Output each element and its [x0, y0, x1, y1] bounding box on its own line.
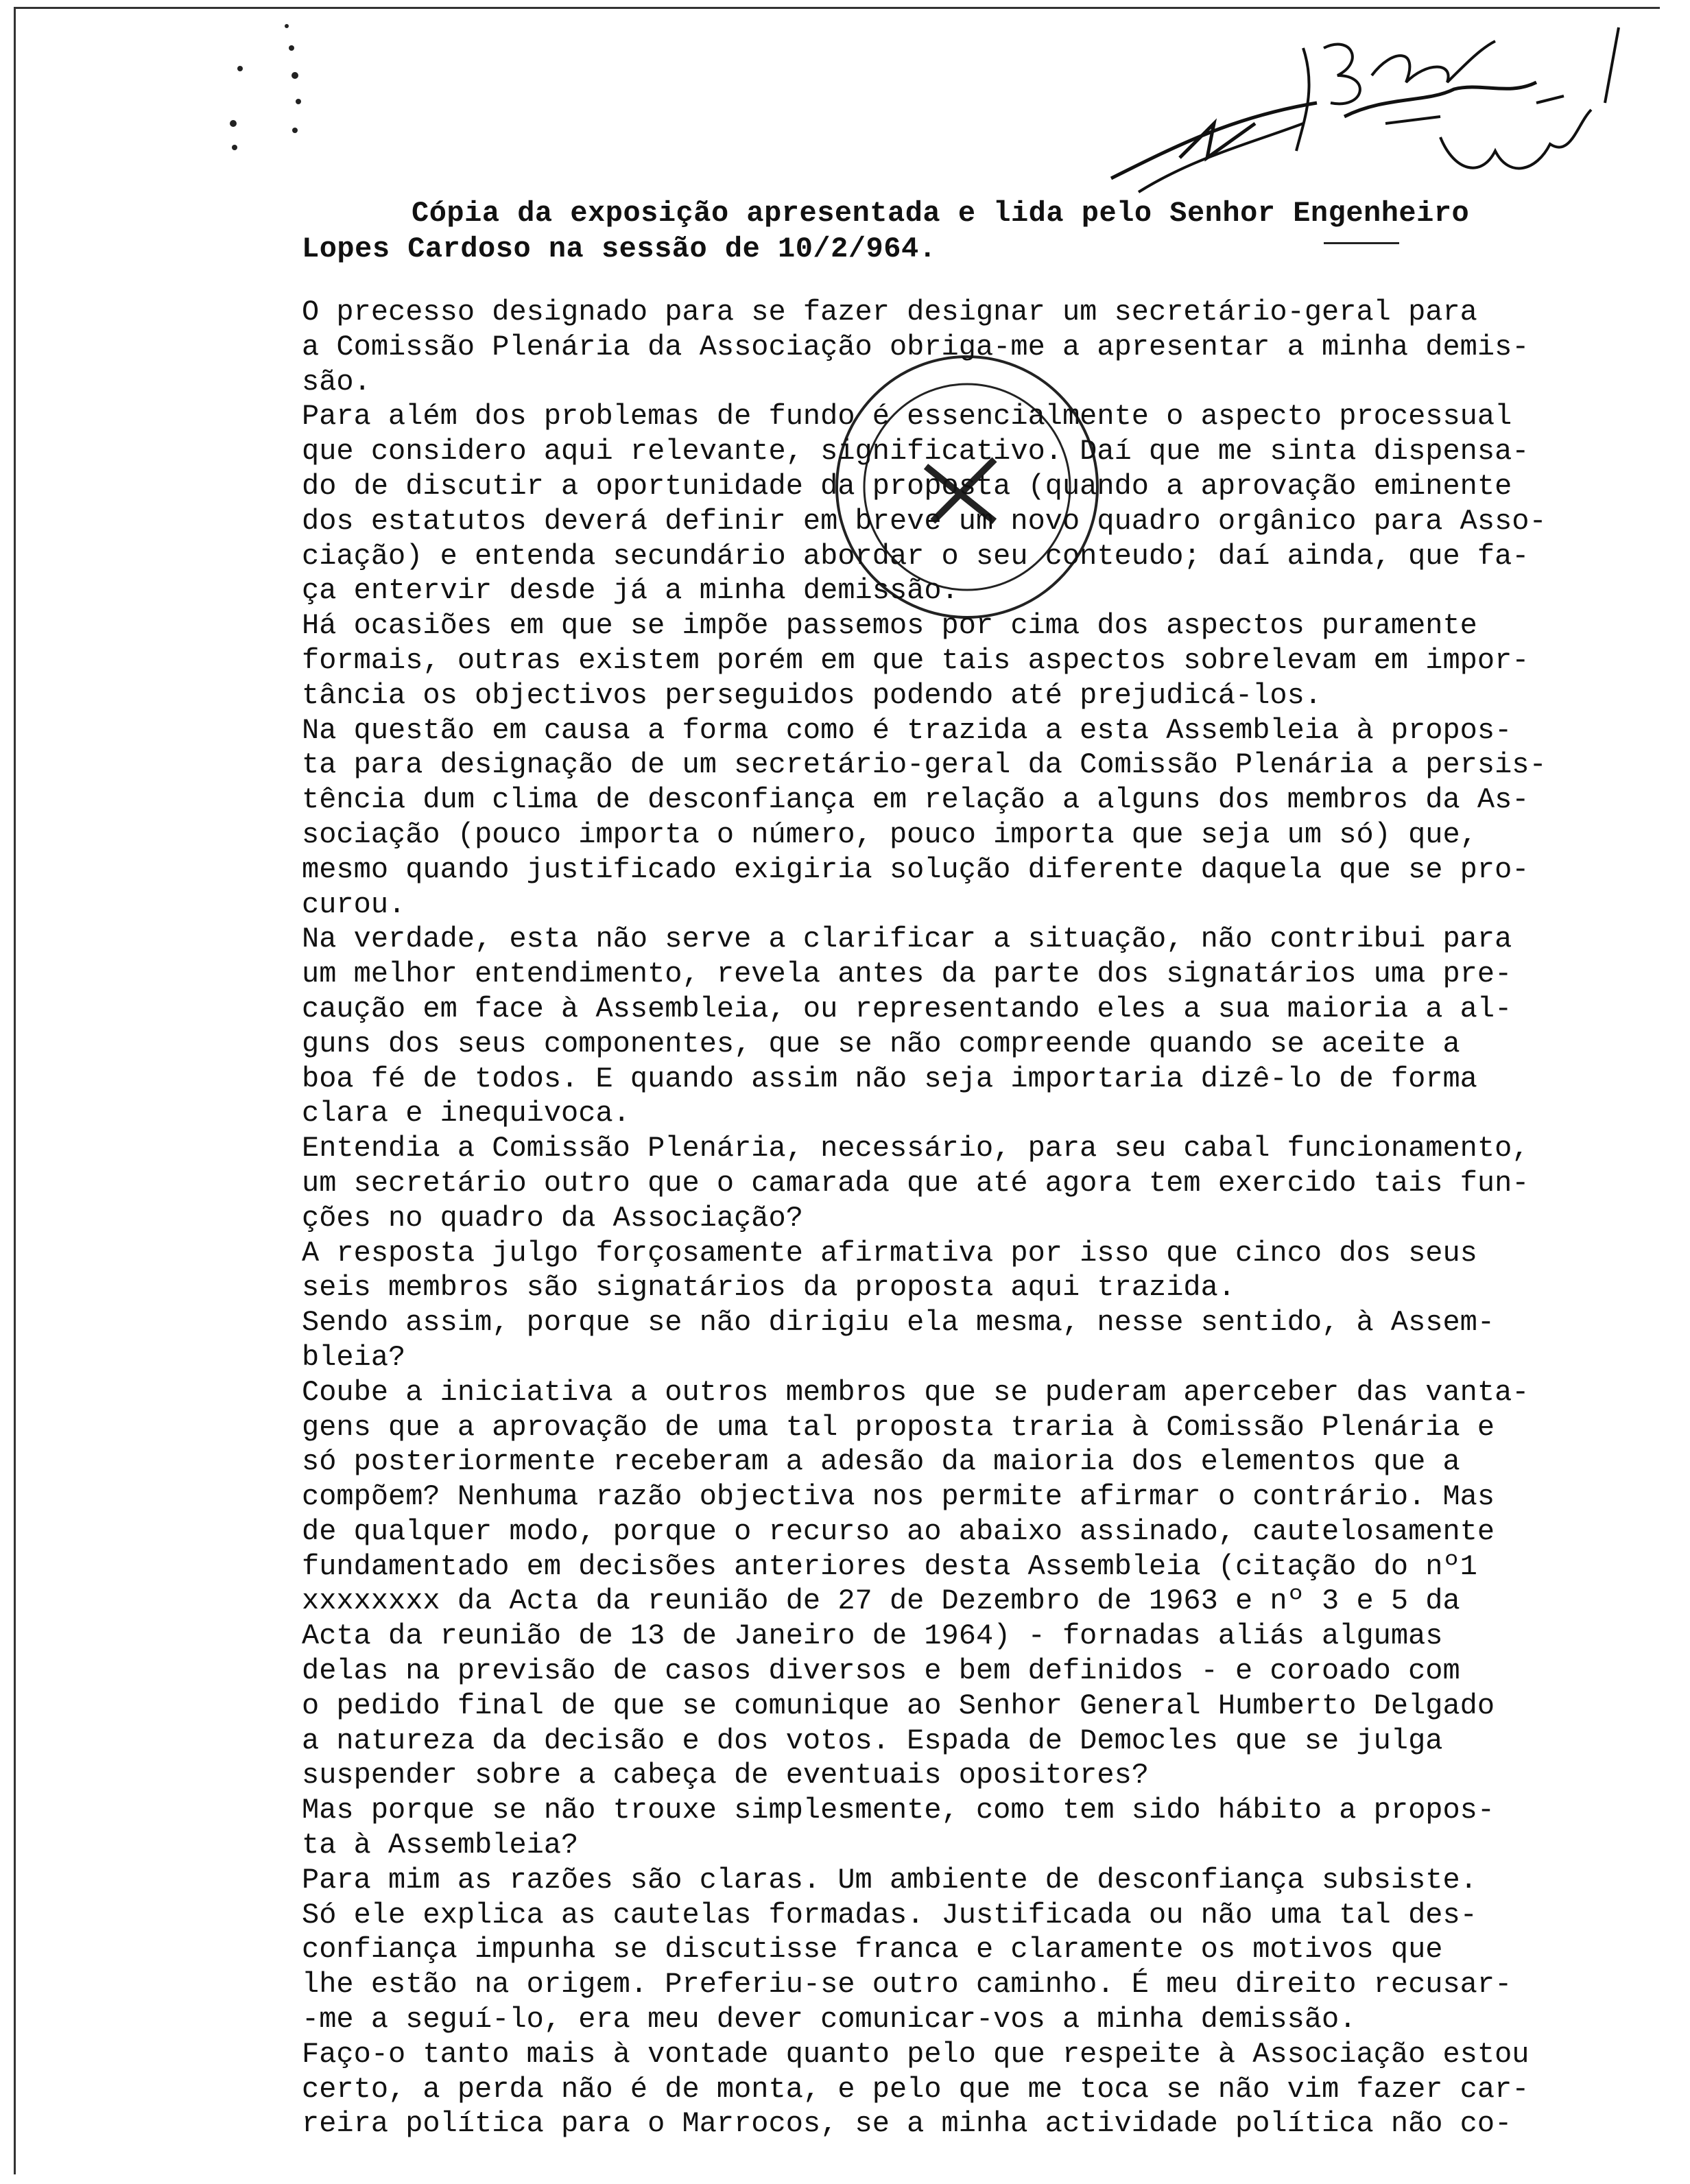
- body-line: Na questão em causa a forma como é trazida a esta Assembleia à propos-: [302, 713, 1512, 747]
- body-line: Entendia a Comissão Plenária, necessário, para seu cabal funcionamento,: [302, 1132, 1530, 1165]
- body-line: -me a seguí-lo, era meu dever comunicar-vos a minha demissão.: [302, 2003, 1357, 2037]
- body-line: ta para designação de um secretário-geral da Comissão Plenária a persis-: [302, 748, 1547, 782]
- body-line: guns dos seus componentes, que se não compreende quando se aceite a: [302, 1027, 1460, 1060]
- body-line: suspender sobre a cabeça de eventuais opositores?: [302, 1759, 1150, 1792]
- body-line: ções no quadro da Associação?: [302, 1201, 803, 1235]
- body-line: ça entervir desde já a minha demissão.: [302, 574, 959, 608]
- title-line: Cópia da exposição apresentada e lida pelo Senhor Engenheiro: [412, 197, 1470, 230]
- body-line: Para mim as razões são claras. Um ambiente de desconfiança subsiste.: [302, 1863, 1477, 1897]
- body-line: a natureza da decisão e dos votos. Espada de Democles que se julga: [302, 1724, 1443, 1757]
- body-line: Mas porque se não trouxe simplesmente, como tem sido hábito a propos-: [302, 1794, 1495, 1827]
- body-line: Na verdade, esta não serve a clarificar a situação, não contribui para: [302, 923, 1512, 956]
- body-line: xxxxxxxx da Acta da reunião de 27 de Dezembro de 1963 e nº 3 e 5 da: [302, 1584, 1460, 1618]
- body-line: tância os objectivos perseguidos podendo até prejudicá-los.: [302, 678, 1322, 712]
- body-line: lhe estão na origem. Preferiu-se outro caminho. É meu direito recusar-: [302, 1968, 1512, 2002]
- body-line: Faço-o tanto mais à vontade quanto pelo que respeite à Associação estou: [302, 2037, 1530, 2071]
- title-line: Lopes Cardoso na sessão de 10/2/964.: [302, 233, 937, 265]
- body-line: confiança impunha se discutisse franca e claramente os motivos que: [302, 1933, 1443, 1967]
- body-line: a Comissão Plenária da Associação obriga-me a apresentar a minha demis-: [302, 330, 1530, 364]
- body-line: A resposta julgo forçosamente afirmativa por isso que cinco dos seus: [302, 1236, 1477, 1270]
- body-line: certo, a perda não é de monta, e pelo que me toca se não vim fazer car-: [302, 2072, 1530, 2106]
- body-line: Coube a iniciativa a outros membros que se puderam aperceber das vanta-: [302, 1375, 1530, 1409]
- body-line: curou.: [302, 888, 406, 921]
- body-line: ciação) e entenda secundário abordar o seu conteudo; daí ainda, que fa-: [302, 539, 1530, 573]
- body-line: sociação (pouco importa o número, pouco importa que seja um só) que,: [302, 818, 1477, 851]
- body-line: Sendo assim, porque se não dirigiu ela mesma, nesse sentido, à Assem-: [302, 1306, 1495, 1340]
- body-line: são.: [302, 365, 371, 399]
- body-line: boa fé de todos. E quando assim não seja importaria dizê-lo de forma: [302, 1062, 1477, 1095]
- body-line: ta à Assembleia?: [302, 1829, 579, 1862]
- body-line: Há ocasiões em que se impõe passemos por cima dos aspectos puramente: [302, 609, 1477, 643]
- body-line: que considero aqui relevante, significativo. Daí que me sinta dispensa-: [302, 435, 1530, 468]
- body-line: fundamentado em decisões anteriores desta Assembleia (citação do nº1: [302, 1550, 1477, 1583]
- body-line: um melhor entendimento, revela antes da parte dos signatários uma pre-: [302, 958, 1512, 991]
- body-line: reira política para o Marrocos, se a minha actividade política não co-: [302, 2107, 1512, 2141]
- page-edge-top: [14, 7, 1660, 9]
- body-line: só posteriormente receberam a adesão da maioria dos elementos que a: [302, 1445, 1460, 1479]
- body-line: Para além dos problemas de fundo é essencialmente o aspecto processual: [302, 400, 1512, 434]
- body-line: um secretário outro que o camarada que até agora tem exercido tais fun-: [302, 1166, 1530, 1200]
- body-line: dos estatutos deverá definir em breve um novo quadro orgânico para Asso-: [302, 504, 1547, 538]
- body-line: O precesso designado para se fazer designar um secretário-geral para: [302, 296, 1477, 329]
- body-line: delas na previsão de casos diversos e bem definidos - e coroado com: [302, 1654, 1460, 1688]
- body-line: de qualquer modo, porque o recurso ao abaixo assinado, cautelosamente: [302, 1515, 1495, 1548]
- body-line: mesmo quando justificado exigiria solução diferente daquela que se pro-: [302, 853, 1530, 886]
- margin-specks: [226, 21, 309, 158]
- body-line: formais, outras existem porém em que tais aspectos sobrelevam em impor-: [302, 643, 1530, 677]
- document-title: [302, 195, 1536, 267]
- body-line: clara e inequivoca.: [302, 1097, 630, 1130]
- body-line: do de discutir a oportunidade da proposta (quando a aprovação eminente: [302, 469, 1512, 503]
- underline-mark: [1324, 242, 1399, 244]
- body-line: tência dum clima de desconfiança em relação a alguns dos membros da As-: [302, 783, 1530, 817]
- page-edge-left: [14, 7, 16, 2174]
- body-line: bleia?: [302, 1340, 406, 1374]
- body-line: caução em face à Assembleia, ou representando eles a sua maioria a al-: [302, 992, 1512, 1025]
- body-line: o pedido final de que se comunique ao Senhor General Humberto Delgado: [302, 1689, 1495, 1722]
- body-line: seis membros são signatários da proposta aqui trazida.: [302, 1271, 1236, 1305]
- body-line: Acta da reunião de 13 de Janeiro de 1964) - fornadas aliás algumas: [302, 1619, 1443, 1653]
- body-line: compõem? Nenhuma razão objectiva nos permite afirmar o contrário. Mas: [302, 1480, 1495, 1514]
- body-line: gens que a aprovação de uma tal proposta traria à Comissão Plenária e: [302, 1410, 1495, 1444]
- document-body: [302, 295, 1605, 2141]
- body-line: Só ele explica as cautelas formadas. Justificada ou não uma tal des-: [302, 1898, 1477, 1932]
